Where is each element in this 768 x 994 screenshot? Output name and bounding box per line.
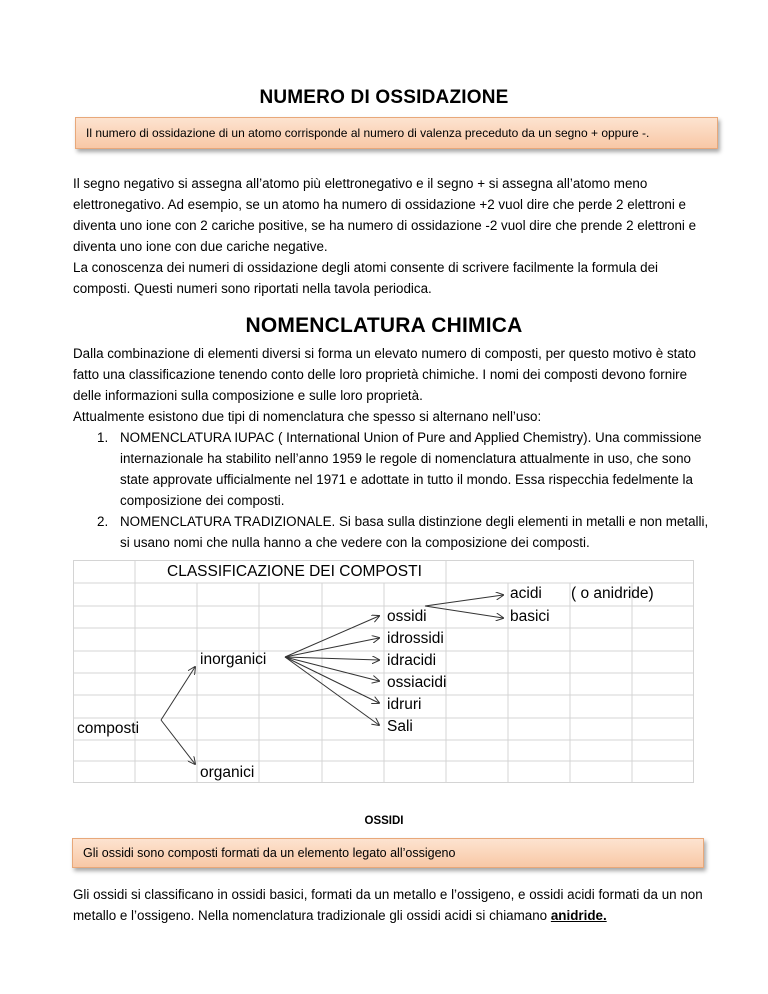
classification-diagram — [73, 560, 695, 784]
oxidation-paragraph-1: Il segno negativo si assegna all’atomo più elettronegativo e il segno + si assegna all’atomo meno elettronegativo. Ad esempio, se un atomo ha numero di ossidazione +2 vuol dire che perde 2 elettroni e diventa uno ione con 2 cariche positive, se ha numero di ossidazione -2 vuol dire che prende 2 elettroni e diventa uno ione con due cariche negative. — [73, 176, 697, 254]
arrow-to-acidi — [425, 595, 503, 606]
diagram-oxide-type: basici — [510, 608, 550, 625]
diagram-title: CLASSIFICAZIONE DEI COMPOSTI — [167, 563, 422, 580]
diagram-class-item: ossidi — [387, 608, 427, 625]
list-item — [73, 427, 713, 511]
nomenclature-paragraph-2: Attualmente esistono due tipi di nomenclatura che spesso si alternano nell’uso: — [73, 409, 542, 424]
diagram-organic: organici — [200, 764, 255, 781]
nomenclature-list — [73, 427, 713, 553]
oxides-definition-box: Gli ossidi sono composti formati da un elemento legato all’ossigeno — [72, 838, 704, 868]
list-item-text: NOMENCLATURA TRADIZIONALE. Si basa sulla distinzione degli elementi in metalli e non metalli, si usano nomi che nulla hanno a che vedere con la composizione dei composti. — [120, 514, 709, 550]
arrow-to-idrossidi — [285, 638, 379, 657]
diagram-anhydride-note: ( o anidride) — [571, 585, 654, 602]
diagram-class-item: idrossidi — [387, 630, 444, 647]
arrow-to-idruri — [285, 657, 379, 703]
arrow-to-inorganic — [161, 667, 195, 720]
oxides-emphasis-anhydride: anidride. — [550, 908, 607, 923]
nomenclature-paragraph-1: Dalla combinazione di elementi diversi si forma un elevato numero di composti, per questo motivo è stato fatto una classificazione tenendo conto delle loro proprietà chimiche. I nomi dei composti devono fornire delle informazioni sulla composizione e sulle loro proprietà. — [73, 346, 696, 403]
diagram-class-item: ossiacidi — [387, 674, 447, 691]
title-oxides: OSSIDI — [364, 815, 404, 827]
arrow-to-idracidi — [285, 657, 379, 660]
list-item-text: NOMENCLATURA IUPAC ( International Union of Pure and Applied Chemistry). Una commissione internazionale ha stabilito nell’anno 1959 le regole di nomenclatura attualmente in uso, che sono state approvate ufficialmente nel 1971 e adottate in tutto il mondo. Essa rispecchia fedelmente la composizione dei composti. — [120, 430, 702, 508]
diagram-inorganic: inorganici — [200, 651, 267, 668]
oxides-paragraph-text: Gli ossidi si classificano in ossidi basici, formati da un metallo e l’ossigeno, e ossidi acidi formati da un non metallo e l’ossigeno. Nella nomenclatura tradizionale gli ossidi acidi si chiamano — [73, 887, 703, 923]
list-item-number: 2. — [97, 514, 109, 529]
oxides-paragraph — [73, 884, 713, 926]
diagram-root-composti: composti — [77, 720, 140, 737]
diagram-class-item: idruri — [387, 696, 422, 713]
arrow-to-organic — [161, 720, 195, 764]
arrow-to-ossiacidi — [285, 657, 379, 681]
diagram-oxide-type: acidi — [510, 585, 542, 602]
oxidation-paragraph-2: La conoscenza dei numeri di ossidazione degli atomi consente di scrivere facilmente la formula dei composti. Questi numeri sono riportati nella tavola periodica. — [73, 260, 659, 296]
title-oxidation-number: NUMERO DI OSSIDAZIONE — [259, 87, 509, 108]
title-chemical-nomenclature: NOMENCLATURA CHIMICA — [245, 314, 523, 337]
arrow-to-basici — [425, 606, 503, 618]
arrow-to-sali — [285, 657, 379, 725]
diagram-class-item: idracidi — [387, 652, 437, 669]
list-item — [73, 511, 713, 553]
oxidation-definition-box: Il numero di ossidazione di un atomo corrisponde al numero di valenza preceduto da un segno + oppure -. — [75, 117, 718, 149]
list-item-number: 1. — [97, 430, 109, 445]
diagram-class-item: Sali — [387, 718, 413, 735]
